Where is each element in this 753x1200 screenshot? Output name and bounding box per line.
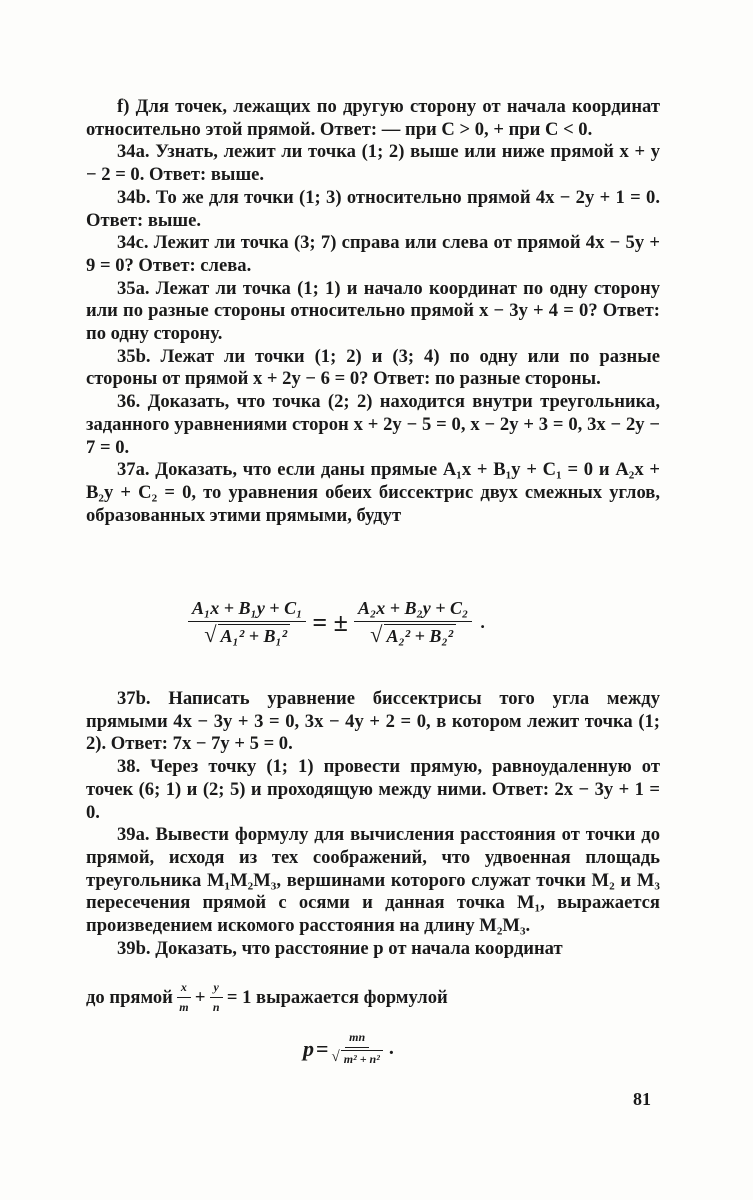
m-denominator: m xyxy=(179,1000,189,1014)
x-over-m xyxy=(177,980,191,1015)
paragraph-37b: 37b. Написать уравнение биссектрисы того угла между прямыми 4x − 3y + 3 = 0, 3x − 4y + 2 = 0, в котором лежит точка (1; 2). Ответ: 7x − 7y + 5 = 0. xyxy=(86,688,660,755)
equals-sign: = xyxy=(316,1035,329,1061)
formula-end-dot: . xyxy=(480,612,485,632)
paragraph-39b: 39b. Доказать, что расстояние p от начала координат xyxy=(117,937,563,959)
distance-radicand: m² + n² xyxy=(341,1050,383,1067)
right-numerator: A₂x + B₂y + C₂ xyxy=(354,598,472,622)
right-denominator xyxy=(370,622,456,647)
left-denominator xyxy=(204,622,290,647)
line-prefix: до прямой xyxy=(86,986,173,1008)
paragraph-39a: 39a. Вывести формулу для вычисления расстояния от точки до прямой, исходя из тех соображений, что удвоенная площадь треугольника M₁M₂M₃, вершинами которого служат точки M₂ и M₃ пересечения прямой с осями и данная точка M₁, выражается произведением искомого расстояния на длину M₂M₃. xyxy=(86,824,660,937)
distance-formula xyxy=(303,1030,394,1067)
left-radicand: A₁² + B₁² xyxy=(218,624,291,647)
sqrt-icon: √ xyxy=(370,622,383,647)
left-fraction xyxy=(188,598,306,647)
paragraph-34b: 34b. То же для точки (1; 3) относительно прямой 4x − 2y + 1 = 0. Ответ: выше. xyxy=(86,186,660,231)
text-block-top xyxy=(86,96,660,527)
sqrt-icon: √ xyxy=(331,1049,340,1065)
plus-sign: + xyxy=(194,986,206,1008)
paragraph-35a: 35a. Лежат ли точка (1; 1) и начало координат по одну сторону или по разные стороны относительно прямой x − 3y + 4 = 0? Ответ: по одну сторону. xyxy=(86,277,660,345)
distance-denominator xyxy=(332,1048,383,1067)
line-suffix: = 1 выражается формулой xyxy=(226,986,448,1008)
x-numerator: x xyxy=(177,980,191,998)
paragraph-37a: 37a. Доказать, что если даны прямые A₁x + B₁y + C₁ = 0 и A₂x + B₂y + C₂ = 0, то уравнения обеих биссектрис двух смежных углов, образованных этими прямыми, будут xyxy=(86,459,660,526)
sqrt-icon: √ xyxy=(204,622,217,647)
paragraph-34c: 34c. Лежит ли точка (3; 7) справа или слева от прямой 4x − 5y + 9 = 0? Ответ: слева. xyxy=(86,232,660,276)
paragraph-35b: 35b. Лежат ли точки (1; 2) и (3; 4) по одну или по разные стороны от прямой x + 2y − 6 = 0? Ответ: по разные стороны. xyxy=(86,345,660,390)
paragraph-f: f) Для точек, лежащих по другую сторону от начала координат относительно этой прямой. Ответ: — при C > 0, + при C < 0. xyxy=(86,96,660,140)
p-symbol: p xyxy=(303,1035,314,1061)
right-radicand: A₂² + B₂² xyxy=(384,624,457,647)
text-block-bottom xyxy=(86,688,660,960)
distance-fraction xyxy=(332,1030,383,1067)
page-number: 81 xyxy=(633,1089,651,1109)
line-39b-formula xyxy=(86,980,660,1015)
distance-numerator: mn xyxy=(345,1030,369,1048)
n-denominator: n xyxy=(212,1000,220,1014)
left-numerator: A₁x + B₁y + C₁ xyxy=(188,598,306,622)
paragraph-38: 38. Через точку (1; 1) провести прямую, равноудаленную от точек (6; 1) и (2; 5) и проходящую между ними. Ответ: 2x − 3y + 1 = 0. xyxy=(86,756,660,823)
right-fraction xyxy=(354,598,472,647)
y-numerator: y xyxy=(210,980,223,998)
bisector-formula xyxy=(188,598,485,647)
paragraph-34a: 34a. Узнать, лежит ли точка (1; 2) выше или ниже прямой x + y − 2 = 0. Ответ: выше. xyxy=(86,141,660,186)
equals-plus-minus: = ± xyxy=(312,607,348,637)
formula-end-dot: . xyxy=(388,1037,394,1059)
paragraph-36: 36. Доказать, что точка (2; 2) находится внутри треугольника, заданного уравнениями сторон x + 2y − 5 = 0, x − 2y + 3 = 0, 3x − 2y − 7 = 0. xyxy=(86,391,660,458)
y-over-n xyxy=(210,980,223,1015)
